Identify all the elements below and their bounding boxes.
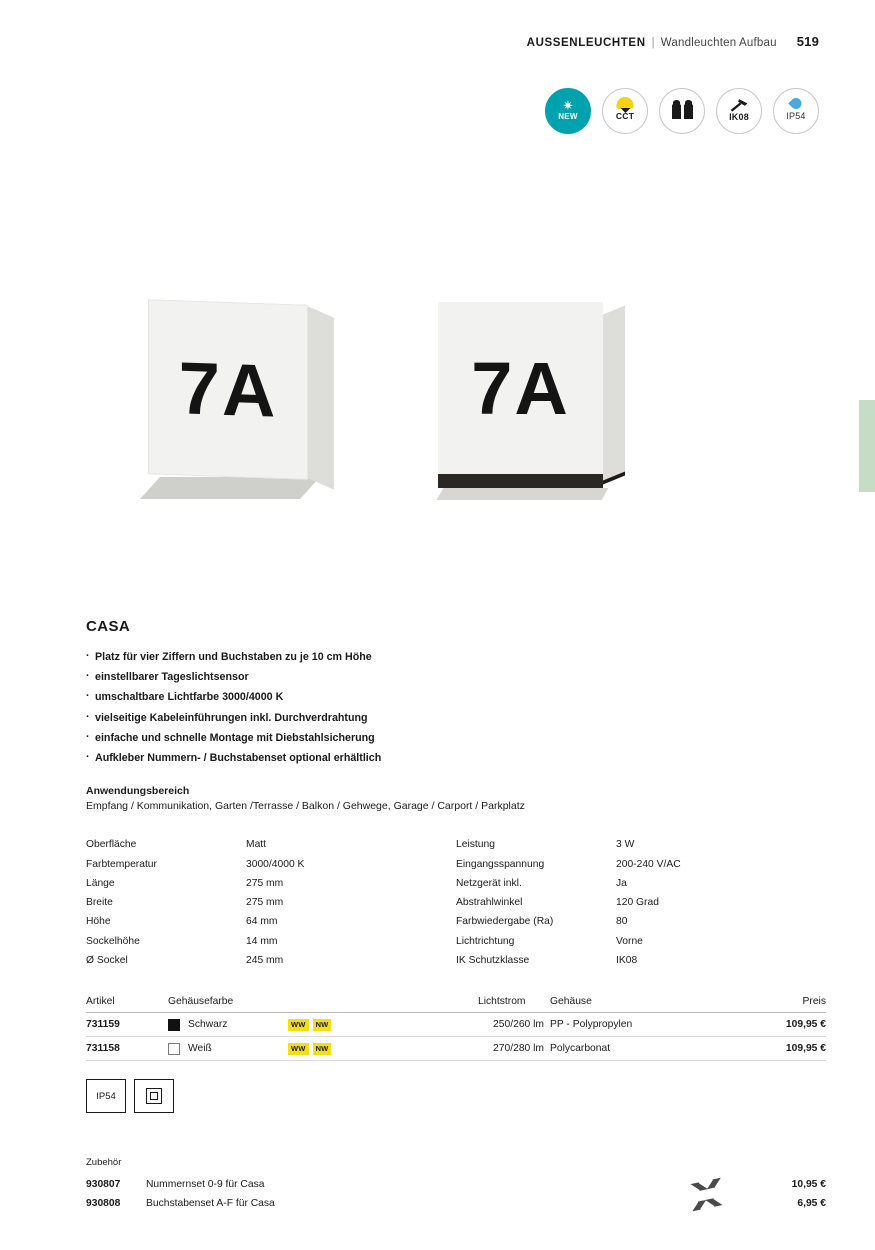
spec-label: Länge: [86, 877, 115, 889]
house-number-right: 7A: [438, 302, 603, 474]
bulb-badge: [659, 88, 705, 134]
protection-class-box: [134, 1079, 174, 1113]
star-icon: ✷: [562, 98, 574, 113]
application-heading: Anwendungsbereich: [86, 785, 190, 798]
specs-column-left: [86, 835, 456, 970]
product-content: [86, 618, 826, 1213]
color-swatch-icon: [168, 1043, 180, 1055]
ip-rating-label: IP54: [96, 1090, 116, 1102]
list-item: · Aufkleber Nummern- / Buchstabenset optional erhältlich: [86, 748, 826, 768]
spec-label: Lichtrichtung: [456, 935, 515, 947]
spec-value: 3000/4000 K: [246, 858, 305, 870]
article-table: [86, 996, 826, 1061]
section-color-tab: [859, 400, 875, 492]
protection-ratings: [86, 1079, 826, 1113]
spec-value: 14 mm: [246, 935, 278, 947]
spec-row: [456, 951, 826, 970]
spec-row: [86, 951, 456, 970]
article-price: 109,95 €: [785, 1043, 826, 1055]
house-number-left: 7A: [148, 299, 308, 480]
table-header: [86, 996, 826, 1013]
new-badge-label: NEW: [558, 112, 578, 121]
spec-row: [86, 874, 456, 893]
article-price: 109,95 €: [785, 1019, 826, 1031]
product-images: [0, 296, 875, 536]
list-item: · einfache und schnelle Montage mit Diebstahlsicherung: [86, 728, 826, 748]
spec-row: [456, 855, 826, 874]
spec-value: 275 mm: [246, 897, 284, 909]
product-image-left: [138, 302, 338, 512]
cct-badge: [602, 88, 648, 134]
spec-value: 200-240 V/AC: [616, 858, 681, 870]
spec-label: Netzgerät inkl.: [456, 877, 522, 889]
specifications-table: [86, 835, 826, 970]
tag-nw: NW: [313, 1043, 332, 1055]
cct-badge-label: CCT: [615, 110, 635, 121]
list-item: · Platz für vier Ziffern und Buchstaben zu je 10 cm Höhe: [86, 647, 826, 667]
column-header-article: Artikel: [86, 996, 115, 1008]
article-tags: [288, 1043, 478, 1055]
article-lumen: 270/280 lm: [493, 1043, 544, 1055]
page-header: [527, 34, 819, 49]
spec-label: Eingangsspannung: [456, 858, 545, 870]
letters-set-icon: ◢◤◥◣: [690, 1194, 722, 1214]
ip54-badge-label: IP54: [786, 111, 806, 121]
color-label: Schwarz: [188, 1019, 228, 1031]
column-header-color: Gehäusefarbe: [168, 996, 234, 1008]
header-category: AUSSENLEUCHTEN: [526, 37, 646, 49]
list-item: · einstellbarer Tageslichtsensor: [86, 667, 826, 687]
spec-label: Leistung: [456, 839, 495, 851]
spec-row: [456, 893, 826, 912]
list-item: · vielseitige Kabeleinführungen inkl. Durchverdrahtung: [86, 708, 826, 728]
spec-label: Breite: [86, 897, 113, 909]
spec-row: [86, 912, 456, 931]
list-item: · umschaltbare Lichtfarbe 3000/4000 K: [86, 687, 826, 707]
tag-nw: NW: [313, 1019, 332, 1031]
spec-value: Ja: [616, 877, 627, 889]
spec-value: Vorne: [616, 935, 643, 947]
spec-value: 64 mm: [246, 916, 278, 928]
color-label: Weiß: [188, 1043, 212, 1055]
spec-row: [456, 932, 826, 951]
ip-rating-box: [86, 1079, 126, 1113]
ik08-badge-label: IK08: [729, 112, 749, 122]
column-header-housing: Gehäuse: [550, 996, 592, 1008]
article-number: 731159: [86, 1019, 120, 1031]
article-lumen: 250/260 lm: [493, 1019, 544, 1031]
article-housing: PP - Polypropylen: [550, 1019, 633, 1031]
two-bulbs-icon: [672, 104, 693, 119]
spec-value: 3 W: [616, 839, 635, 851]
column-header-price: Preis: [802, 996, 826, 1008]
numbers-set-icon: ◥◣◢◤: [690, 1175, 722, 1195]
spec-row: [456, 835, 826, 854]
spec-label: Ø Sockel: [86, 955, 128, 966]
spec-row: [456, 912, 826, 931]
spec-value: 120 Grad: [616, 897, 659, 909]
ik08-badge: [716, 88, 762, 134]
spec-row: [86, 893, 456, 912]
accessory-price: 10,95 €: [791, 1179, 826, 1191]
header-subcategory: Wandleuchten Aufbau: [660, 37, 777, 49]
feature-list: [86, 647, 826, 768]
spec-label: Sockelhöhe: [86, 935, 140, 947]
spec-value: IK08: [616, 955, 638, 966]
spec-row: [86, 932, 456, 951]
column-header-lumen: Lichtstrom: [478, 996, 526, 1008]
spec-value: 80: [616, 916, 628, 928]
spec-label: Höhe: [86, 916, 111, 928]
article-housing: Polycarbonat: [550, 1043, 611, 1055]
page-title: CASA: [86, 618, 131, 635]
class-two-icon: [146, 1088, 162, 1104]
specs-column-right: [456, 835, 826, 970]
article-number: 731158: [86, 1043, 120, 1055]
list-item[interactable]: [86, 1194, 826, 1213]
spec-row: [86, 835, 456, 854]
cct-lamp-icon: [617, 97, 634, 109]
hammer-icon: [729, 98, 749, 112]
article-tags: [288, 1019, 478, 1031]
spec-row: [456, 874, 826, 893]
product-image-right: [430, 302, 630, 512]
accessory-price: 6,95 €: [797, 1198, 826, 1210]
feature-badges: [545, 88, 819, 134]
spec-label: Farbtemperatur: [86, 858, 157, 870]
header-separator: |: [651, 37, 655, 49]
spec-label: Farbwiedergabe (Ra): [456, 916, 554, 928]
spec-value: Matt: [246, 839, 267, 851]
list-item[interactable]: [86, 1175, 826, 1194]
table-row[interactable]: [86, 1013, 826, 1037]
spec-label: IK Schutzklasse: [456, 955, 530, 966]
spec-row: [86, 855, 456, 874]
spec-label: Oberfläche: [86, 839, 137, 851]
application-text: Empfang / Kommunikation, Garten /Terrasse / Balkon / Gehwege, Garage / Carport / Parkplatz: [86, 800, 525, 813]
spec-label: Abstrahlwinkel: [456, 897, 523, 909]
ip54-badge: [773, 88, 819, 134]
spec-value: 275 mm: [246, 877, 284, 889]
table-row[interactable]: [86, 1037, 826, 1061]
article-color: [168, 1043, 288, 1055]
accessories-title: Zubehör: [86, 1157, 122, 1169]
accessories-section: [86, 1157, 826, 1213]
spec-value: 245 mm: [246, 955, 284, 966]
color-swatch-icon: [168, 1019, 180, 1031]
accessory-description: Nummernset 0-9 für Casa: [146, 1179, 265, 1191]
accessory-number: 930808: [86, 1198, 121, 1210]
tag-ww: WW: [288, 1043, 309, 1055]
column-header-tags: [288, 996, 478, 1007]
tag-ww: WW: [288, 1019, 309, 1031]
water-drop-icon: [788, 96, 804, 112]
accessory-number: 930807: [86, 1179, 121, 1191]
article-color: [168, 1019, 288, 1031]
new-badge: [545, 88, 591, 134]
page-number: 519: [796, 34, 819, 49]
accessory-description: Buchstabenset A-F für Casa: [146, 1198, 275, 1210]
